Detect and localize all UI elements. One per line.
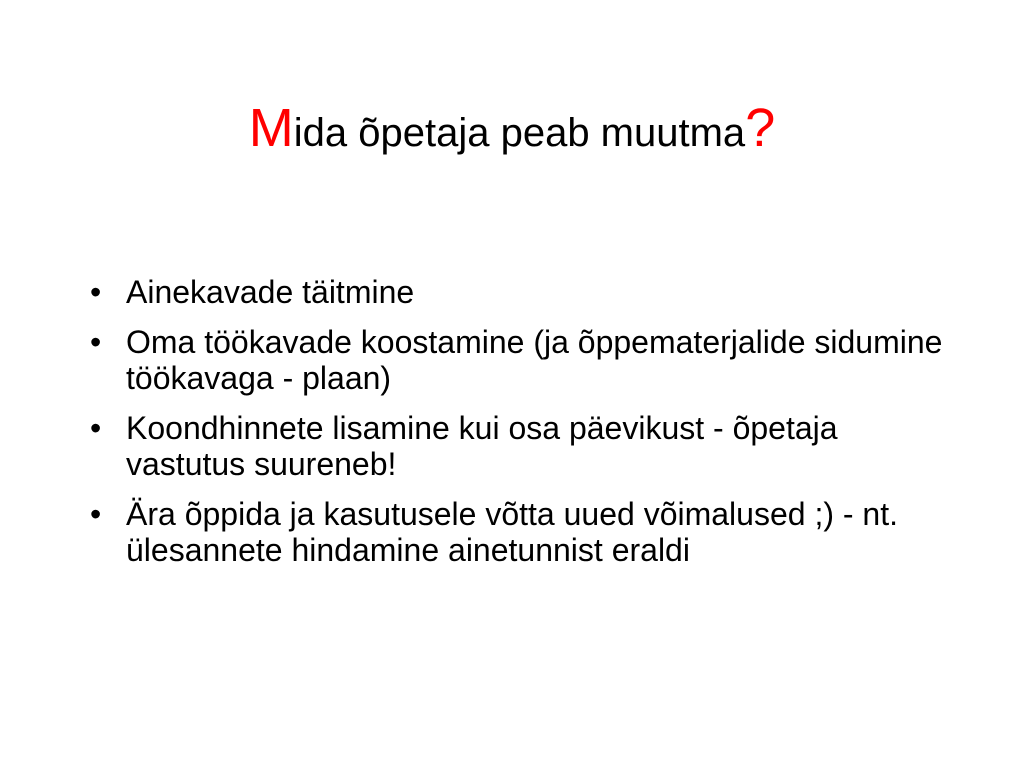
- bullet-dot-icon: •: [90, 274, 102, 310]
- bullet-text: Ainekavade täitmine: [126, 274, 415, 310]
- bullet-text: Ära õppida ja kasutusele võtta uued võimalused ;) - nt. ülesannete hindamine ainetunnist eraldi: [126, 496, 898, 568]
- bullet-item: [82, 274, 962, 310]
- bullet-text: Oma töökavade koostamine (ja õppematerjalide sidumine töökavaga - plaan): [126, 324, 943, 396]
- slide-title: [0, 98, 1024, 163]
- bullet-dot-icon: •: [90, 324, 102, 360]
- bullet-dot-icon: •: [90, 496, 102, 532]
- bullet-item: [82, 496, 962, 568]
- bullet-item: [82, 410, 962, 482]
- bullet-item: [82, 324, 962, 396]
- title-question-mark: ?: [745, 98, 776, 158]
- title-initial: M: [248, 98, 294, 158]
- bullet-dot-icon: •: [90, 410, 102, 446]
- bullet-text: Koondhinnete lisamine kui osa päevikust - õpetaja vastutus suureneb!: [126, 410, 838, 482]
- bullet-list: [82, 274, 962, 582]
- title-text: ida õpetaja peab muutma: [293, 111, 746, 155]
